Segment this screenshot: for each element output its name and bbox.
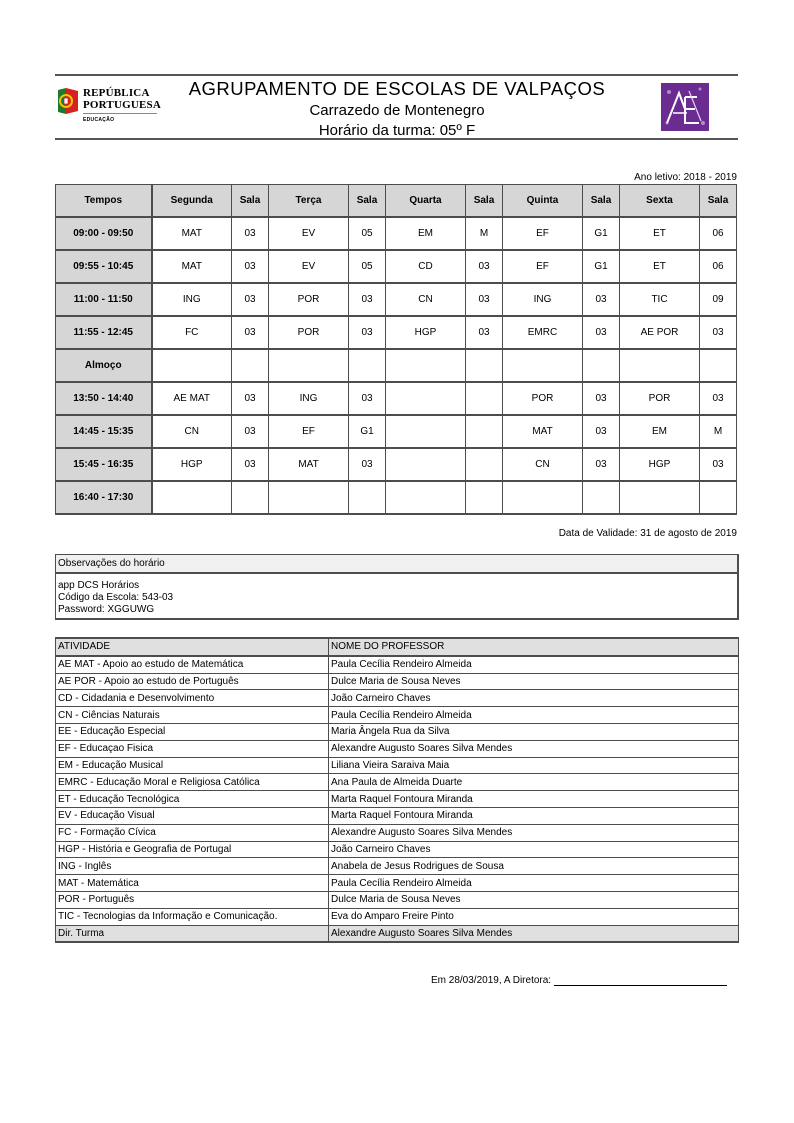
teacher-row — [56, 740, 739, 757]
schedule-row — [56, 283, 737, 316]
subject-cell: ING — [269, 382, 349, 415]
activity-cell: POR - Português — [56, 891, 329, 908]
room-cell: 03 — [466, 316, 503, 349]
room-cell: 03 — [232, 382, 269, 415]
teacher-name-cell: Alexandre Augusto Soares Silva Mendes — [329, 740, 739, 757]
room-cell: 05 — [349, 217, 386, 250]
school-year: Ano letivo: 2018 - 2019 — [634, 172, 737, 183]
col-header-wednesday: Quarta — [386, 185, 466, 218]
col-header-activity: ATIVIDADE — [56, 638, 329, 656]
subject-cell — [386, 349, 466, 382]
activity-cell: TIC - Tecnologias da Informação e Comunicação. — [56, 908, 329, 925]
subject-cell — [386, 481, 466, 514]
room-cell: 03 — [700, 448, 737, 481]
teacher-row — [56, 875, 739, 892]
schedule-row — [56, 415, 737, 448]
room-cell: 03 — [349, 283, 386, 316]
subject-cell: ING — [152, 283, 232, 316]
activity-cell: ET - Educação Tecnológica — [56, 791, 329, 808]
teacher-row — [56, 774, 739, 791]
room-cell: 03 — [583, 316, 620, 349]
subject-cell: AE POR — [620, 316, 700, 349]
subject-cell: FC — [152, 316, 232, 349]
room-cell: 03 — [466, 250, 503, 283]
room-cell: M — [466, 217, 503, 250]
room-cell — [232, 481, 269, 514]
school-group-title: AGRUPAMENTO DE ESCOLAS DE VALPAÇOS — [188, 78, 606, 99]
subject-cell: AE MAT — [152, 382, 232, 415]
room-cell — [466, 349, 503, 382]
teacher-row — [56, 858, 739, 875]
subject-cell — [620, 481, 700, 514]
subject-cell: MAT — [503, 415, 583, 448]
teacher-row — [56, 791, 739, 808]
subject-cell: ING — [503, 283, 583, 316]
signature-label: Em 28/03/2019, A Diretora: — [431, 975, 552, 986]
teacher-name-cell: Liliana Vieira Saraiva Maia — [329, 757, 739, 774]
teachers-table — [55, 637, 739, 943]
subject-cell: EF — [503, 217, 583, 250]
room-cell — [349, 349, 386, 382]
subject-cell — [386, 415, 466, 448]
time-slot: Almoço — [56, 349, 152, 382]
col-header-room: Sala — [232, 185, 269, 218]
subject-cell: CN — [503, 448, 583, 481]
room-cell: 03 — [700, 382, 737, 415]
schedule-row — [56, 316, 737, 349]
room-cell: 09 — [700, 283, 737, 316]
school-group-logo — [661, 83, 709, 131]
room-cell: 03 — [349, 382, 386, 415]
subject-cell — [620, 349, 700, 382]
activity-cell: HGP - História e Geografia de Portugal — [56, 841, 329, 858]
subject-cell: EV — [269, 217, 349, 250]
room-cell: 03 — [232, 316, 269, 349]
subject-cell: MAT — [152, 217, 232, 250]
activity-cell: AE POR - Apoio ao estudo de Português — [56, 673, 329, 690]
schedule-row — [56, 250, 737, 283]
header-top-rule — [55, 74, 738, 76]
teacher-row — [56, 673, 739, 690]
signature-line — [554, 976, 727, 986]
teacher-name-cell: João Carneiro Chaves — [329, 841, 739, 858]
subject-cell: CN — [386, 283, 466, 316]
room-cell: 03 — [232, 415, 269, 448]
teacher-row — [56, 824, 739, 841]
observations-title: Observações do horário — [56, 555, 737, 574]
subject-cell: HGP — [152, 448, 232, 481]
room-cell — [700, 349, 737, 382]
room-cell: 06 — [700, 250, 737, 283]
room-cell: 03 — [232, 250, 269, 283]
subject-cell: EMRC — [503, 316, 583, 349]
teacher-name-cell: Marta Raquel Fontoura Miranda — [329, 791, 739, 808]
subject-cell: EM — [620, 415, 700, 448]
room-cell — [232, 349, 269, 382]
room-cell: 03 — [232, 448, 269, 481]
col-header-teacher: NOME DO PROFESSOR — [329, 638, 739, 656]
room-cell: 03 — [583, 448, 620, 481]
org-name-line2: PORTUGUESA — [83, 99, 162, 111]
activity-cell: EV - Educação Visual — [56, 807, 329, 824]
col-header-times: Tempos — [56, 185, 152, 218]
schedule-row — [56, 382, 737, 415]
room-cell: 03 — [349, 316, 386, 349]
observation-line: app DCS Horários — [58, 580, 140, 591]
signature-block — [431, 975, 727, 986]
teacher-name-cell: Paula Cecília Rendeiro Almeida — [329, 656, 739, 673]
subject-cell: TIC — [620, 283, 700, 316]
observation-line: Password: XGGUWG — [58, 604, 155, 615]
col-header-monday: Segunda — [152, 185, 232, 218]
room-cell: 03 — [583, 283, 620, 316]
subject-cell: CN — [152, 415, 232, 448]
subject-cell: POR — [620, 382, 700, 415]
schedule-row — [56, 481, 737, 514]
org-name-line1: REPÚBLICA — [83, 87, 150, 99]
time-slot: 11:55 - 12:45 — [56, 316, 152, 349]
room-cell — [583, 349, 620, 382]
teacher-row — [56, 891, 739, 908]
schedule-table — [55, 184, 737, 515]
room-cell: 03 — [232, 217, 269, 250]
schedule-row — [56, 349, 737, 382]
room-cell: 03 — [466, 283, 503, 316]
subject-cell: MAT — [269, 448, 349, 481]
teacher-name-cell: Dulce Maria de Sousa Neves — [329, 673, 739, 690]
teacher-row — [56, 723, 739, 740]
room-cell: G1 — [583, 250, 620, 283]
teachers-header-row — [56, 638, 739, 656]
schedule-body — [56, 185, 737, 515]
subject-cell: MAT — [152, 250, 232, 283]
subject-cell: EF — [269, 415, 349, 448]
room-cell: 06 — [700, 217, 737, 250]
class-director-name: Alexandre Augusto Soares Silva Mendes — [329, 925, 739, 942]
class-director-label: Dir. Turma — [56, 925, 329, 942]
subject-cell — [152, 481, 232, 514]
activity-cell: FC - Formação Cívica — [56, 824, 329, 841]
room-cell: 03 — [349, 448, 386, 481]
subject-cell: POR — [269, 283, 349, 316]
col-header-room: Sala — [466, 185, 503, 218]
activity-cell: EE - Educação Especial — [56, 723, 329, 740]
time-slot: 11:00 - 11:50 — [56, 283, 152, 316]
room-cell: G1 — [349, 415, 386, 448]
teacher-name-cell: Anabela de Jesus Rodrigues de Sousa — [329, 858, 739, 875]
teacher-name-cell: Eva do Amparo Freire Pinto — [329, 908, 739, 925]
col-header-tuesday: Terça — [269, 185, 349, 218]
room-cell: 03 — [583, 415, 620, 448]
subject-cell — [503, 481, 583, 514]
subject-cell: HGP — [620, 448, 700, 481]
col-header-room: Sala — [700, 185, 737, 218]
subject-cell: EV — [269, 250, 349, 283]
teacher-name-cell: Paula Cecília Rendeiro Almeida — [329, 875, 739, 892]
subject-cell — [269, 481, 349, 514]
school-name: Carrazedo de Montenegro — [309, 102, 485, 119]
subject-cell: CD — [386, 250, 466, 283]
teacher-name-cell: João Carneiro Chaves — [329, 690, 739, 707]
class-director-row — [56, 925, 739, 942]
room-cell: 05 — [349, 250, 386, 283]
observation-line: Código da Escola: 543-03 — [58, 592, 174, 603]
class-schedule-title: Horário da turma: 05º F — [318, 122, 476, 139]
teacher-row — [56, 707, 739, 724]
subject-cell — [269, 349, 349, 382]
teacher-row — [56, 841, 739, 858]
activity-cell: CN - Ciências Naturais — [56, 707, 329, 724]
activity-cell: EMRC - Educação Moral e Religiosa Católica — [56, 774, 329, 791]
teacher-row — [56, 690, 739, 707]
room-cell — [466, 448, 503, 481]
time-slot: 16:40 - 17:30 — [56, 481, 152, 514]
subject-cell — [386, 382, 466, 415]
teacher-name-cell: Alexandre Augusto Soares Silva Mendes — [329, 824, 739, 841]
room-cell — [466, 481, 503, 514]
schedule-row — [56, 448, 737, 481]
schedule-observations — [55, 554, 739, 620]
room-cell — [349, 481, 386, 514]
room-cell — [466, 415, 503, 448]
room-cell: 03 — [583, 382, 620, 415]
teachers-body — [56, 638, 739, 942]
activity-cell: AE MAT - Apoio ao estudo de Matemática — [56, 656, 329, 673]
teacher-row — [56, 757, 739, 774]
room-cell: M — [700, 415, 737, 448]
subject-cell: ET — [620, 250, 700, 283]
col-header-room: Sala — [583, 185, 620, 218]
room-cell: 03 — [232, 283, 269, 316]
ae-logo-icon — [661, 83, 709, 131]
col-header-thursday: Quinta — [503, 185, 583, 218]
teacher-name-cell: Marta Raquel Fontoura Miranda — [329, 807, 739, 824]
activity-cell: ING - Inglês — [56, 858, 329, 875]
subject-cell — [386, 448, 466, 481]
teacher-row — [56, 807, 739, 824]
teacher-row — [56, 908, 739, 925]
activity-cell: EM - Educação Musical — [56, 757, 329, 774]
time-slot: 09:00 - 09:50 — [56, 217, 152, 250]
subject-cell: POR — [269, 316, 349, 349]
activity-cell: EF - Educaçao Fisica — [56, 740, 329, 757]
teacher-name-cell: Dulce Maria de Sousa Neves — [329, 891, 739, 908]
room-cell: 03 — [700, 316, 737, 349]
room-cell — [583, 481, 620, 514]
col-header-friday: Sexta — [620, 185, 700, 218]
time-slot: 13:50 - 14:40 — [56, 382, 152, 415]
teacher-name-cell: Maria Ângela Rua da Silva — [329, 723, 739, 740]
subject-cell: POR — [503, 382, 583, 415]
teacher-name-cell: Paula Cecília Rendeiro Almeida — [329, 707, 739, 724]
time-slot: 09:55 - 10:45 — [56, 250, 152, 283]
room-cell — [700, 481, 737, 514]
subject-cell: EM — [386, 217, 466, 250]
activity-cell: MAT - Matemática — [56, 875, 329, 892]
teacher-name-cell: Ana Paula de Almeida Duarte — [329, 774, 739, 791]
subject-cell — [152, 349, 232, 382]
teacher-row — [56, 656, 739, 673]
subject-cell: EF — [503, 250, 583, 283]
validity-date: Data de Validade: 31 de agosto de 2019 — [558, 528, 737, 539]
col-header-room: Sala — [349, 185, 386, 218]
activity-cell: CD - Cidadania e Desenvolvimento — [56, 690, 329, 707]
time-slot: 15:45 - 16:35 — [56, 448, 152, 481]
observations-body — [56, 574, 737, 616]
schedule-row — [56, 217, 737, 250]
room-cell — [466, 382, 503, 415]
time-slot: 14:45 - 15:35 — [56, 415, 152, 448]
subject-cell — [503, 349, 583, 382]
org-ministry: EDUCAÇÃO — [83, 117, 115, 123]
subject-cell: ET — [620, 217, 700, 250]
room-cell: G1 — [583, 217, 620, 250]
subject-cell: HGP — [386, 316, 466, 349]
schedule-header-row — [56, 185, 737, 218]
